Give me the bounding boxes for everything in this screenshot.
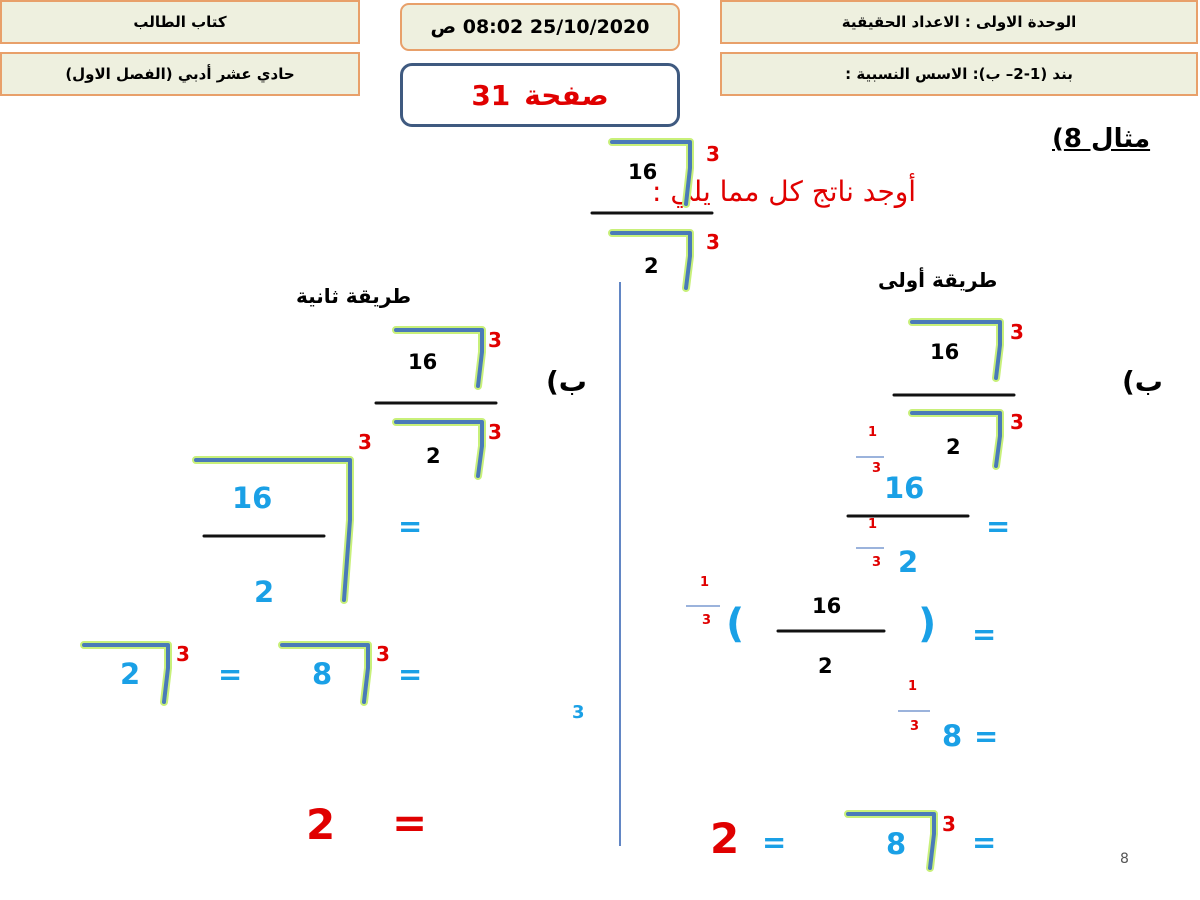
- example-prompt: أوجد ناتج كل مما يلي :: [652, 175, 917, 208]
- m1-step2-denominator: 2: [818, 654, 833, 678]
- m1-step1-equals: =: [986, 509, 1011, 543]
- m1-answer: 2: [710, 814, 740, 863]
- m1-step4-index: 3: [942, 812, 956, 836]
- m2-step2-equals-right: =: [398, 657, 423, 691]
- m1-step2-numerator: 16: [812, 594, 842, 618]
- method2-title: طريقة ثانية: [296, 284, 412, 308]
- section-title: بند (1-2– ب): الاسس النسبية :: [845, 65, 1073, 83]
- m1-step1-exp-num-top: 1: [868, 425, 878, 440]
- stray-three: 3: [572, 702, 585, 723]
- m1-step2-paren-close: ): [918, 601, 937, 647]
- m2-answer: 2: [306, 800, 336, 849]
- m1-step4-equals-left: =: [762, 825, 787, 859]
- example-root-index-2: 3: [706, 230, 720, 254]
- m1-step2-equals: =: [972, 617, 997, 651]
- m2-answer-equals: =: [392, 798, 428, 847]
- unit-title: الوحدة الاولى : الاعداد الحقيقية: [841, 13, 1077, 31]
- m1-step2-paren-open: (: [726, 601, 745, 647]
- m1-step3-exp-num: 1: [908, 679, 918, 694]
- m2-step2-radicand-a: 8: [312, 657, 333, 691]
- m2-step1-denominator: 2: [254, 575, 275, 609]
- m1-step3-exp-den: 3: [910, 719, 920, 734]
- m2-step2-index-a: 3: [376, 642, 390, 666]
- m1-step1-exp-den-bottom: 3: [872, 555, 882, 570]
- m2-step2-radicand-b: 2: [120, 657, 141, 691]
- example-numerator: 16: [628, 160, 658, 184]
- example-title: مثال 8): [1052, 124, 1151, 154]
- m1-step0-index-top: 3: [1010, 320, 1024, 344]
- datetime: 25/10/2020 08:02 ص: [430, 16, 650, 38]
- m1-step0-denominator: 2: [946, 435, 961, 459]
- method1-part-label: ب): [1122, 365, 1163, 398]
- m1-step0-numerator: 16: [930, 340, 960, 364]
- slide-number: 8: [1120, 851, 1129, 867]
- m2-step1-numerator: 16: [232, 481, 273, 515]
- m2-step0-index-bottom: 3: [488, 420, 502, 444]
- m2-step1-index: 3: [358, 430, 372, 454]
- m1-step4-radicand: 8: [886, 827, 907, 861]
- m2-step2-equals-mid: =: [218, 657, 243, 691]
- m1-step2-exp-num: 1: [700, 575, 710, 590]
- page-number: 31: [471, 78, 511, 112]
- m2-step0-denominator: 2: [426, 444, 441, 468]
- example-root-index: 3: [706, 142, 720, 166]
- m1-step1-denominator: 2: [898, 545, 919, 579]
- m2-step1-equals: =: [398, 509, 423, 543]
- book-label: كتاب الطالب: [133, 13, 227, 31]
- m1-step4-equals-right: =: [972, 825, 997, 859]
- example-denominator: 2: [644, 254, 659, 278]
- m1-step0-index-bottom: 3: [1010, 410, 1024, 434]
- grade-label: حادي عشر أدبي (الفصل الاول): [65, 65, 295, 83]
- m1-step3-base: 8: [942, 719, 963, 753]
- page-label: صفحة: [524, 78, 609, 112]
- m2-step2-index-b: 3: [176, 642, 190, 666]
- method1-title: طريقة أولى: [878, 268, 998, 292]
- m2-step0-numerator: 16: [408, 350, 438, 374]
- m1-step1-exp-num-bottom: 1: [868, 517, 878, 532]
- m1-step1-exp-den-top: 3: [872, 461, 882, 476]
- m1-step2-exp-den: 3: [702, 613, 712, 628]
- m2-step0-index-top: 3: [488, 328, 502, 352]
- m1-step3-equals: =: [974, 719, 999, 753]
- m1-step1-numerator: 16: [884, 471, 925, 505]
- method2-part-label: ب): [546, 365, 587, 398]
